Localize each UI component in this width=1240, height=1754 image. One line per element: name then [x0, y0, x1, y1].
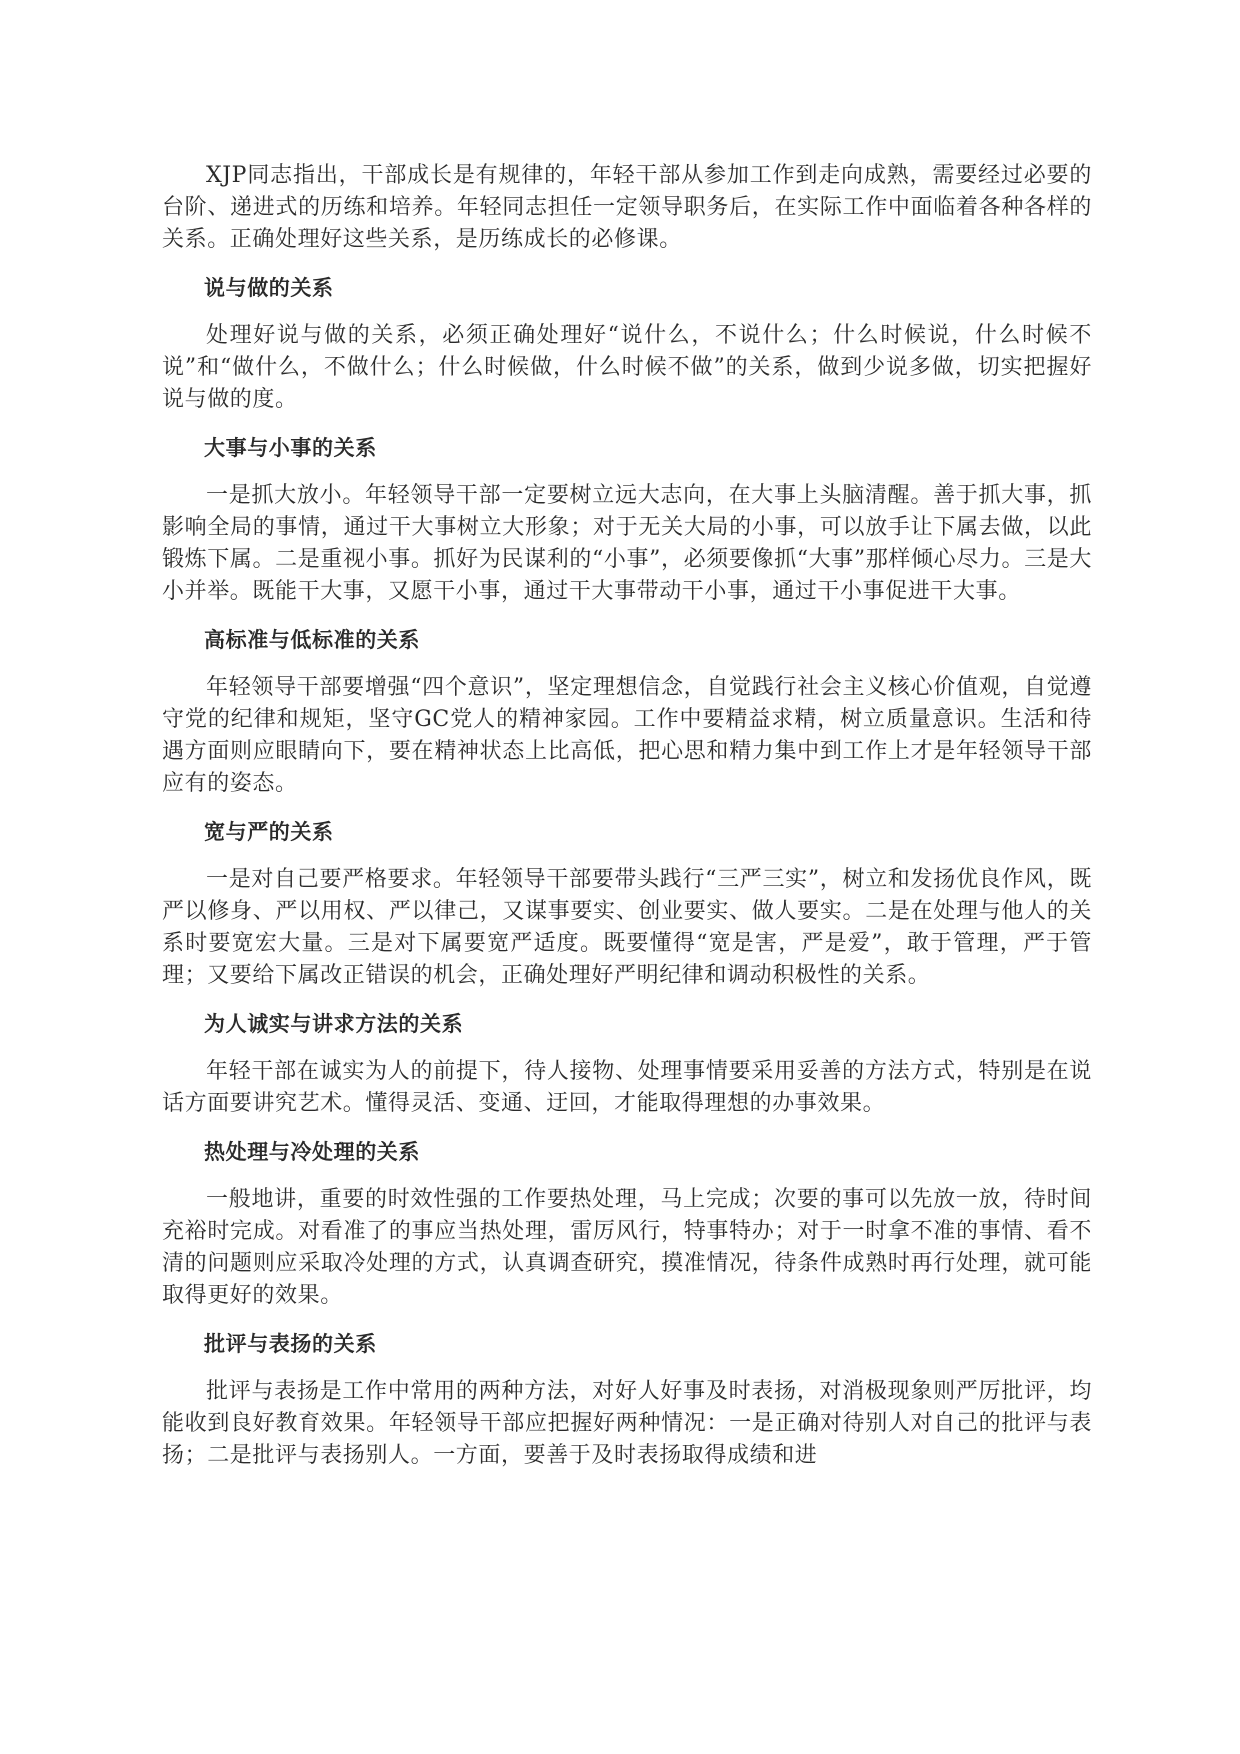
- section-heading-speak-do: 说与做的关系: [204, 276, 334, 300]
- section-heading-honesty-method: 为人诚实与讲求方法的关系: [204, 1012, 464, 1036]
- document-page: [162, 160, 1092, 1488]
- section-heading-big-small: 大事与小事的关系: [204, 436, 377, 460]
- section-heading-lenient-strict: 宽与严的关系: [204, 820, 334, 844]
- section-heading-criticism-praise: 批评与表扬的关系: [204, 1332, 377, 1356]
- section-body-criticism-praise: 批评与表扬是工作中常用的两种方法，对好人好事及时表扬，对消极现象则严厉批评，均能收到良好教育效果。年轻领导干部应把握好两种情况：一是正确对待别人对自己的批评与表扬；二是批评与表扬别人。一方面，要善于及时表扬取得成绩和进: [162, 1379, 1092, 1468]
- section-body-big-small: 一是抓大放小。年轻领导干部一定要树立远大志向，在大事上头脑清醒。善于抓大事，抓影响全局的事情，通过干大事树立大形象；对于无关大局的小事，可以放手让下属去做，以此锻炼下属。二是重视小事。抓好为民谋利的“小事”，必须要像抓“大事”那样倾心尽力。三是大小并举。既能干大事，又愿干小事，通过干大事带动干小事，通过干小事促进干大事。: [162, 483, 1092, 604]
- intro-paragraph: XJP同志指出，干部成长是有规律的，年轻干部从参加工作到走向成熟，需要经过必要的台阶、递进式的历练和培养。年轻同志担任一定领导职务后，在实际工作中面临着各种各样的关系。正确处理好这些关系，是历练成长的必修课。: [162, 163, 1092, 252]
- section-body-speak-do: 处理好说与做的关系，必须正确处理好“说什么，不说什么；什么时候说，什么时候不说”和“做什么，不做什么；什么时候做，什么时候不做”的关系，做到少说多做，切实把握好说与做的度。: [162, 323, 1092, 412]
- section-body-hot-cold: 一般地讲，重要的时效性强的工作要热处理，马上完成；次要的事可以先放一放，待时间充裕时完成。对看准了的事应当热处理，雷厉风行，特事特办；对于一时拿不准的事情、看不清的问题则应采取冷处理的方式，认真调查研究，摸准情况，待条件成熟时再行处理，就可能取得更好的效果。: [162, 1187, 1092, 1308]
- section-body-high-low-standard: 年轻领导干部要增强“四个意识”，坚定理想信念，自觉践行社会主义核心价值观，自觉遵守党的纪律和规矩，坚守GC党人的精神家园。工作中要精益求精，树立质量意识。生活和待遇方面则应眼睛向下，要在精神状态上比高低，把心思和精力集中到工作上才是年轻领导干部应有的姿态。: [162, 675, 1092, 796]
- section-body-lenient-strict: 一是对自己要严格要求。年轻领导干部要带头践行“三严三实”，树立和发扬优良作风，既严以修身、严以用权、严以律己，又谋事要实、创业要实、做人要实。二是在处理与他人的关系时要宽宏大量。三是对下属要宽严适度。既要懂得“宽是害，严是爱”，敢于管理，严于管理；又要给下属改正错误的机会，正确处理好严明纪律和调动积极性的关系。: [162, 867, 1092, 988]
- section-body-honesty-method: 年轻干部在诚实为人的前提下，待人接物、处理事情要采用妥善的方法方式，特别是在说话方面要讲究艺术。懂得灵活、变通、迂回，才能取得理想的办事效果。: [162, 1059, 1092, 1116]
- section-heading-hot-cold: 热处理与冷处理的关系: [204, 1140, 420, 1164]
- section-heading-high-low-standard: 高标准与低标准的关系: [204, 628, 420, 652]
